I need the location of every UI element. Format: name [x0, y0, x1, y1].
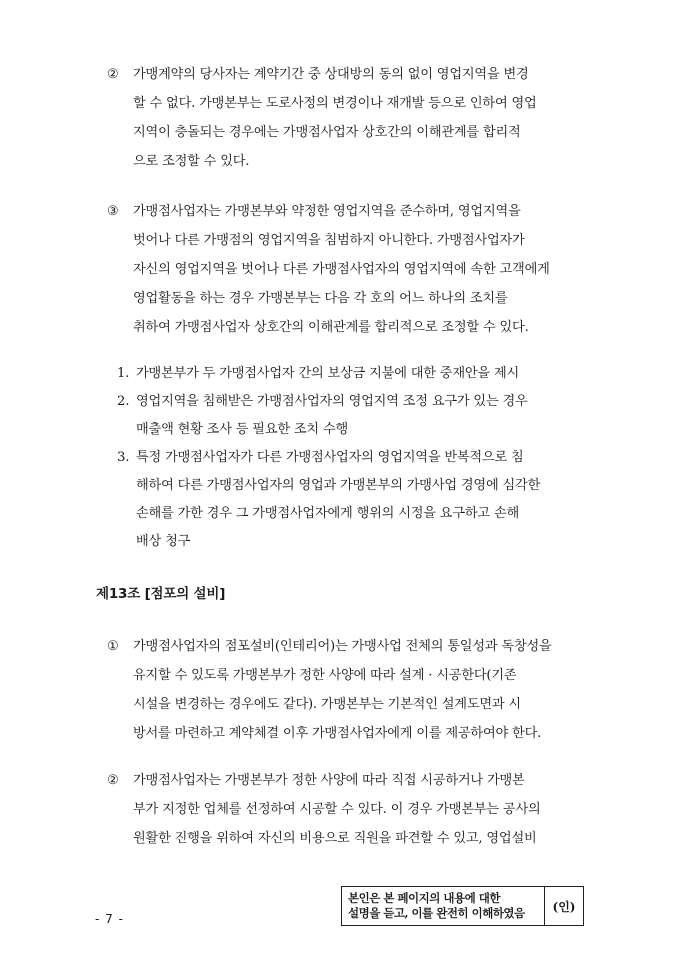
paragraph-line — [107, 60, 587, 89]
list-item-number: 1. — [117, 366, 130, 381]
paragraph-line — [107, 197, 587, 226]
list-item-text: 손해를 가한 경우 그 가맹점사업자에게 행위의 시정을 요구하고 손해 — [136, 506, 520, 521]
paragraph-line — [107, 118, 587, 147]
paragraph-number: ② — [107, 67, 119, 82]
paragraph-text: 취하여 가맹점사업자 상호간의 이해관계를 합리적으로 조정할 수 있다. — [133, 320, 529, 335]
paragraph-text: 시설을 변경하는 경우에도 같다). 가맹본부는 기본적인 설계도면과 시 — [133, 697, 521, 712]
list-item-number: 2. — [117, 394, 130, 409]
paragraph-text: 원활한 진행을 위하여 자신의 비용으로 직원을 파견할 수 있고, 영업설비 — [133, 831, 537, 846]
confirmation-text — [342, 887, 544, 925]
paragraph-text: 으로 조정할 수 있다. — [133, 154, 250, 169]
paragraph-2-construction — [107, 766, 587, 853]
paragraph-1-store-facility — [107, 632, 587, 748]
paragraph-line — [107, 766, 587, 795]
list-item — [117, 444, 587, 556]
paragraph-text: 벗어나 다른 가맹점의 영업지역을 침범하지 아니한다. 가맹점사업자가 — [133, 233, 525, 248]
paragraph-2-territory-change — [107, 60, 587, 176]
list-item-line — [117, 472, 587, 500]
paragraph-text: 가맹점사업자는 가맹본부가 정한 사양에 따라 직접 시공하거나 가맹본 — [133, 773, 525, 788]
list-item-text: 특정 가맹점사업자가 다른 가맹점사업자의 영업지역을 반복적으로 침 — [136, 450, 524, 465]
list-item-text: 영업지역을 침해받은 가맹점사업자의 영업지역 조정 요구가 있는 경우 — [136, 394, 528, 409]
list-item-line — [117, 528, 587, 556]
paragraph-line — [107, 719, 587, 748]
paragraph-text: 지역이 충돌되는 경우에는 가맹점사업자 상호간의 이해관계를 합리적 — [133, 125, 521, 140]
paragraph-text: 가맹점사업자의 점포설비(인테리어)는 가맹사업 전체의 통일성과 독창성을 — [133, 639, 552, 654]
measures-list — [117, 360, 587, 556]
paragraph-text: 방서를 마련하고 계약체결 이후 가맹점사업자에게 이를 제공하여야 한다. — [133, 726, 542, 741]
paragraph-text: 유지할 수 있도록 가맹본부가 정한 사양에 따라 설계 · 시공한다(기존 — [133, 668, 517, 683]
list-item-line — [117, 360, 587, 388]
paragraph-line — [107, 255, 587, 284]
paragraph-line — [107, 284, 587, 313]
paragraph-number: ③ — [107, 204, 119, 219]
paragraph-line — [107, 661, 587, 690]
paragraph-line — [107, 795, 587, 824]
paragraph-line — [107, 824, 587, 853]
paragraph-line — [107, 89, 587, 118]
list-item-text: 매출액 현황 조사 등 필요한 조치 수행 — [136, 422, 349, 437]
page-number: - 7 - — [95, 912, 124, 926]
list-item — [117, 360, 587, 388]
paragraph-line — [107, 690, 587, 719]
seal-field[interactable]: (인) — [544, 887, 583, 925]
paragraph-number: ② — [107, 773, 119, 788]
paragraph-3-territory-compliance — [107, 197, 587, 342]
paragraph-text: 가맹점사업자는 가맹본부와 약정한 영업지역을 준수하며, 영업지역을 — [133, 204, 521, 219]
list-item-line — [117, 500, 587, 528]
paragraph-text: 영업활동을 하는 경우 가맹본부는 다음 각 호의 어느 하나의 조치를 — [133, 291, 508, 306]
list-item-line — [117, 416, 587, 444]
paragraph-text: 할 수 없다. 가맹본부는 도로사정의 변경이나 재개발 등으로 인하여 영업 — [133, 96, 537, 111]
list-item-text: 가맹본부가 두 가맹점사업자 간의 보상금 지불에 대한 중재안을 제시 — [136, 366, 520, 381]
list-item-text: 배상 청구 — [136, 534, 191, 549]
paragraph-text: 가맹계약의 당사자는 계약기간 중 상대방의 동의 없이 영업지역을 변경 — [133, 67, 529, 82]
paragraph-line — [107, 147, 587, 176]
paragraph-line — [107, 313, 587, 342]
confirmation-box — [341, 886, 584, 926]
list-item-text: 해하여 다른 가맹점사업자의 영업과 가맹본부의 가맹사업 경영에 심각한 — [136, 478, 541, 493]
paragraph-line — [107, 632, 587, 661]
article-13-heading: 제13조 [점포의 설비] — [96, 586, 226, 602]
confirmation-line-1: 본인은 본 페이지의 내용에 대한 — [348, 891, 500, 905]
paragraph-text: 자신의 영업지역을 벗어나 다른 가맹점사업자의 영업지역에 속한 고객에게 — [133, 262, 550, 277]
list-item — [117, 388, 587, 444]
list-item-number: 3. — [117, 450, 130, 465]
paragraph-number: ① — [107, 639, 119, 654]
paragraph-text: 부가 지정한 업체를 선정하여 시공할 수 있다. 이 경우 가맹본부는 공사의 — [133, 802, 541, 817]
list-item-line — [117, 388, 587, 416]
paragraph-line — [107, 226, 587, 255]
confirmation-line-2: 설명을 듣고, 이를 완전히 이해하였음 — [348, 906, 525, 920]
list-item-line — [117, 444, 587, 472]
